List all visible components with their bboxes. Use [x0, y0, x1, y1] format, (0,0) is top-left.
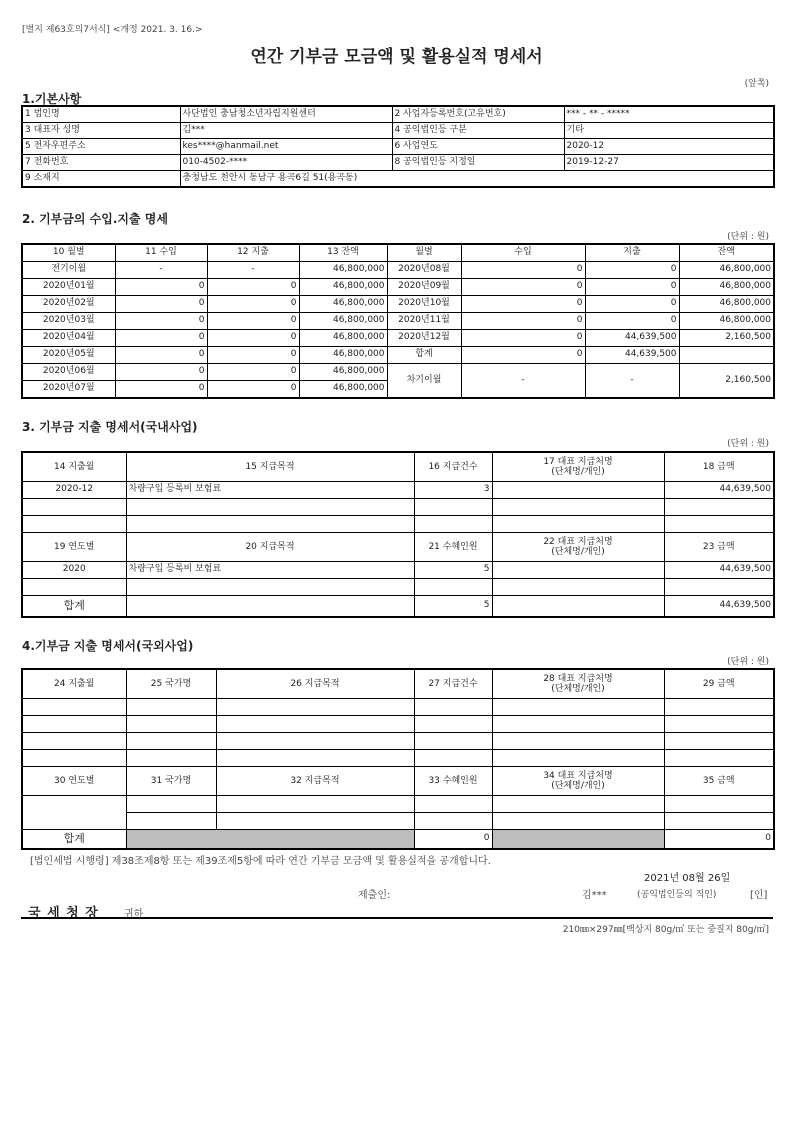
- carry-label: 차기이월: [387, 364, 461, 399]
- table-cell: 2020년07월: [22, 381, 115, 399]
- submit-date: 2021년 08월 26일: [644, 873, 731, 884]
- info-row: [22, 171, 774, 188]
- table-cell: [216, 750, 414, 767]
- table-cell: [664, 716, 774, 733]
- table-cell: 2020년06월: [22, 364, 115, 381]
- table-header-row: [22, 244, 774, 262]
- table-cell: [414, 750, 492, 767]
- table-cell: [126, 516, 414, 533]
- column-header: 수입: [461, 244, 585, 262]
- table-cell: 0: [115, 279, 207, 296]
- column-header: 25 국가명: [126, 669, 216, 699]
- table-cell: 0: [461, 279, 585, 296]
- section2-heading: 2. 기부금의 수입.지출 명세: [22, 212, 168, 226]
- table-cell: 44,639,500: [664, 562, 774, 579]
- table-cell: 0: [585, 313, 679, 330]
- column-header: 28 대표 지급처명 (단체명/개인): [492, 669, 664, 699]
- table-cell: 0: [207, 279, 299, 296]
- submitter-role: (공익법인등의 직인): [637, 890, 717, 900]
- table-row: [22, 313, 774, 330]
- table-cell: 0: [115, 347, 207, 364]
- table-cell: [492, 813, 664, 830]
- table-cell: [22, 699, 126, 716]
- table-cell: [22, 579, 126, 596]
- table-cell: [414, 733, 492, 750]
- table-cell: 합계: [387, 347, 461, 364]
- table-cell: 2020년03월: [22, 313, 115, 330]
- table-cell: 0: [461, 347, 585, 364]
- column-header: 29 금액: [664, 669, 774, 699]
- column-header: 11 수입: [115, 244, 207, 262]
- table-cell: [664, 516, 774, 533]
- table-cell: [126, 813, 216, 830]
- field-value: *** - ** - *****: [564, 106, 774, 123]
- domestic-expense-table: [21, 451, 775, 618]
- table-row: [22, 733, 774, 750]
- table-cell: [664, 579, 774, 596]
- column-header: 20 지급목적: [126, 533, 414, 562]
- info-row: [22, 155, 774, 171]
- table-row: [22, 562, 774, 579]
- paper-spec: 210㎜×297㎜[백상지 80g/㎡ 또는 중질지 80g/㎡]: [562, 925, 769, 935]
- table-cell: [414, 813, 492, 830]
- column-header: 15 지급목적: [126, 452, 414, 482]
- table-cell: 2020년11월: [387, 313, 461, 330]
- table-cell: [22, 499, 126, 516]
- table-cell: [126, 796, 216, 813]
- table-cell: 전기이월: [22, 262, 115, 279]
- basic-info-table: [21, 105, 775, 188]
- table-cell: [664, 699, 774, 716]
- table-cell: 0: [585, 262, 679, 279]
- column-header: 31 국가명: [126, 767, 216, 796]
- table-cell: 2020년10월: [387, 296, 461, 313]
- table-cell: [216, 699, 414, 716]
- table-row: [22, 516, 774, 533]
- table-cell: 2020: [22, 562, 126, 579]
- column-header: 26 지급목적: [216, 669, 414, 699]
- field-value: 2019-12-27: [564, 155, 774, 171]
- table-row: [22, 347, 774, 364]
- table-cell: [414, 699, 492, 716]
- table-cell: [492, 516, 664, 533]
- table-row: [22, 813, 774, 830]
- column-header: 22 대표 지급처명 (단체명/개인): [492, 533, 664, 562]
- table-cell: 2020년09월: [387, 279, 461, 296]
- column-header: 17 대표 지급처명 (단체명/개인): [492, 452, 664, 482]
- table-cell: 44,639,500: [664, 482, 774, 499]
- column-header: 10 월별: [22, 244, 115, 262]
- section1-heading: 1.기본사항: [22, 92, 82, 106]
- table-cell: 0: [207, 347, 299, 364]
- carry-income: -: [461, 364, 585, 399]
- table-cell: [492, 750, 664, 767]
- table-cell: 0: [115, 313, 207, 330]
- table-row: [22, 330, 774, 347]
- table-cell: 5: [414, 596, 492, 618]
- table-cell: [664, 796, 774, 813]
- table-cell: 차량구입 등록비 보험료: [126, 562, 414, 579]
- shaded-cell: [126, 830, 414, 850]
- table-cell: [126, 716, 216, 733]
- table-cell: [126, 750, 216, 767]
- column-header: 34 대표 지급처명 (단체명/개인): [492, 767, 664, 796]
- table-row: [22, 750, 774, 767]
- page-side: (앞쪽): [744, 79, 769, 89]
- table-cell: 2020년08월: [387, 262, 461, 279]
- table-cell: 46,800,000: [299, 330, 387, 347]
- total-label: 합계: [22, 596, 126, 618]
- total-amount: 0: [664, 830, 774, 850]
- table-row: [22, 262, 774, 279]
- table-cell: 44,639,500: [585, 347, 679, 364]
- table-cell: 0: [461, 262, 585, 279]
- section3-heading: 3. 기부금 지출 명세서(국내사업): [22, 420, 198, 434]
- table-cell: 46,800,000: [299, 262, 387, 279]
- table-cell: 46,800,000: [299, 296, 387, 313]
- section2-unit: (단위 : 원): [727, 232, 769, 242]
- table-cell: [492, 716, 664, 733]
- table-cell: [414, 796, 492, 813]
- page-title: 연간 기부금 모금액 및 활용실적 명세서: [250, 47, 543, 67]
- table-cell: 46,800,000: [299, 381, 387, 399]
- table-cell: 2,160,500: [679, 330, 774, 347]
- footer-divider: [21, 917, 773, 919]
- shaded-cell: [492, 830, 664, 850]
- table-cell: [216, 813, 414, 830]
- table-row: [22, 482, 774, 499]
- table-cell: 0: [207, 364, 299, 381]
- table-header-row: [22, 767, 774, 796]
- table-cell: [492, 796, 664, 813]
- table-cell: [22, 750, 126, 767]
- field-value: 기타: [564, 123, 774, 139]
- table-header-row: [22, 533, 774, 562]
- table-cell: [679, 347, 774, 364]
- legal-statement: [법인세법 시행령] 제38조제8항 또는 제39조제5항에 따라 연간 기부금 모금액 및 활용실적을 공개합니다.: [30, 856, 491, 867]
- table-header-row: [22, 669, 774, 699]
- table-row: [22, 579, 774, 596]
- table-cell: [414, 516, 492, 533]
- column-header: 14 지출월: [22, 452, 126, 482]
- total-row: [22, 830, 774, 850]
- info-row: [22, 123, 774, 139]
- column-header: 월별: [387, 244, 461, 262]
- table-cell: [492, 482, 664, 499]
- table-cell: 46,800,000: [679, 296, 774, 313]
- table-cell: [126, 699, 216, 716]
- table-cell: 0: [461, 313, 585, 330]
- table-cell: -: [207, 262, 299, 279]
- column-header: 16 지급건수: [414, 452, 492, 482]
- table-row: [22, 364, 774, 381]
- column-header: 12 지출: [207, 244, 299, 262]
- table-cell: [126, 579, 414, 596]
- column-header: 32 지급목적: [216, 767, 414, 796]
- field-value: 충청남도 천안시 동남구 용곡6길 51(용곡동): [180, 171, 774, 188]
- table-cell: [126, 596, 414, 618]
- table-cell: 0: [461, 296, 585, 313]
- field-label: 1 법인명: [22, 106, 180, 123]
- table-cell: 46,800,000: [299, 313, 387, 330]
- table-cell: [492, 562, 664, 579]
- column-header: 27 지급건수: [414, 669, 492, 699]
- column-header: 지출: [585, 244, 679, 262]
- honorific: 귀하: [124, 909, 144, 920]
- column-header: 30 연도별: [22, 767, 126, 796]
- table-cell: [414, 499, 492, 516]
- table-cell: [492, 596, 664, 618]
- table-row: [22, 296, 774, 313]
- field-label: 2 사업자등록번호(고유번호): [392, 106, 564, 123]
- field-value: 김***: [180, 123, 392, 139]
- info-row: [22, 139, 774, 155]
- table-cell: 3: [414, 482, 492, 499]
- column-header: 21 수혜인원: [414, 533, 492, 562]
- table-cell: [492, 579, 664, 596]
- total-count: 0: [414, 830, 492, 850]
- table-cell: 0: [207, 330, 299, 347]
- column-header: 18 금액: [664, 452, 774, 482]
- table-cell: 46,800,000: [299, 364, 387, 381]
- table-cell: [22, 733, 126, 750]
- table-cell: 0: [115, 364, 207, 381]
- table-cell: [492, 733, 664, 750]
- table-cell: [664, 499, 774, 516]
- table-cell: [22, 716, 126, 733]
- column-header: 13 잔액: [299, 244, 387, 262]
- table-row: [22, 796, 774, 813]
- section4-heading: 4.기부금 지출 명세서(국외사업): [22, 639, 194, 653]
- field-label: 6 사업연도: [392, 139, 564, 155]
- table-cell: 2020년04월: [22, 330, 115, 347]
- carry-balance: 2,160,500: [679, 364, 774, 399]
- column-header: 35 금액: [664, 767, 774, 796]
- table-cell: [216, 733, 414, 750]
- table-cell: 46,800,000: [299, 279, 387, 296]
- section4-unit: (단위 : 원): [727, 657, 769, 667]
- column-header: 24 지출월: [22, 669, 126, 699]
- field-label: 7 전화번호: [22, 155, 180, 171]
- table-cell: [126, 499, 414, 516]
- carry-expense: -: [585, 364, 679, 399]
- table-row: [22, 716, 774, 733]
- info-row: [22, 106, 774, 123]
- table-cell: [22, 796, 126, 830]
- table-cell: [492, 499, 664, 516]
- seal-mark: [인]: [750, 890, 768, 901]
- field-label: 4 공익법인등 구분: [392, 123, 564, 139]
- column-header: 33 수혜인원: [414, 767, 492, 796]
- table-cell: [414, 579, 492, 596]
- table-cell: 44,639,500: [585, 330, 679, 347]
- table-cell: [216, 716, 414, 733]
- table-cell: [414, 716, 492, 733]
- table-cell: 46,800,000: [679, 262, 774, 279]
- table-cell: -: [115, 262, 207, 279]
- table-cell: 46,800,000: [679, 313, 774, 330]
- table-cell: [22, 516, 126, 533]
- field-value: 사단법인 충남청소년자립지원센터: [180, 106, 392, 123]
- table-cell: 2020-12: [22, 482, 126, 499]
- field-label: 3 대표자 성명: [22, 123, 180, 139]
- table-cell: 44,639,500: [664, 596, 774, 618]
- column-header: 19 연도별: [22, 533, 126, 562]
- table-cell: 0: [207, 313, 299, 330]
- submitter-name: 김***: [582, 890, 607, 901]
- table-cell: 차량구입 등록비 보험료: [126, 482, 414, 499]
- field-value: 2020-12: [564, 139, 774, 155]
- table-cell: 0: [585, 296, 679, 313]
- submitter-label: 제출인:: [358, 890, 391, 901]
- field-value: 010-4502-****: [180, 155, 392, 171]
- overseas-expense-table: [21, 668, 775, 850]
- table-cell: 2020년02월: [22, 296, 115, 313]
- total-row: [22, 596, 774, 618]
- table-row: [22, 499, 774, 516]
- table-cell: 0: [585, 279, 679, 296]
- income-expense-table: [21, 243, 775, 399]
- table-row: [22, 279, 774, 296]
- table-cell: [492, 699, 664, 716]
- table-row: [22, 699, 774, 716]
- table-cell: 46,800,000: [679, 279, 774, 296]
- table-cell: 2020년01월: [22, 279, 115, 296]
- table-cell: 5: [414, 562, 492, 579]
- table-cell: 0: [207, 381, 299, 399]
- table-cell: [664, 813, 774, 830]
- table-cell: 0: [115, 381, 207, 399]
- table-cell: [664, 733, 774, 750]
- recipient: 국 세 청 장: [28, 906, 99, 921]
- form-reference: [별지 제63호의7서식] <개정 2021. 3. 16.>: [22, 25, 203, 35]
- field-label: 9 소재지: [22, 171, 180, 188]
- table-cell: 46,800,000: [299, 347, 387, 364]
- table-cell: [664, 750, 774, 767]
- table-cell: 0: [115, 296, 207, 313]
- table-cell: [126, 733, 216, 750]
- table-cell: 2020년05월: [22, 347, 115, 364]
- total-label: 합계: [22, 830, 126, 850]
- table-cell: 0: [461, 330, 585, 347]
- column-header: 잔액: [679, 244, 774, 262]
- field-value: kes****@hanmail.net: [180, 139, 392, 155]
- table-cell: 0: [207, 296, 299, 313]
- table-header-row: [22, 452, 774, 482]
- field-label: 8 공익법인등 지정일: [392, 155, 564, 171]
- field-label: 5 전자우편주소: [22, 139, 180, 155]
- table-cell: [216, 796, 414, 813]
- table-cell: 0: [115, 330, 207, 347]
- table-cell: 2020년12월: [387, 330, 461, 347]
- section3-unit: (단위 : 원): [727, 439, 769, 449]
- column-header: 23 금액: [664, 533, 774, 562]
